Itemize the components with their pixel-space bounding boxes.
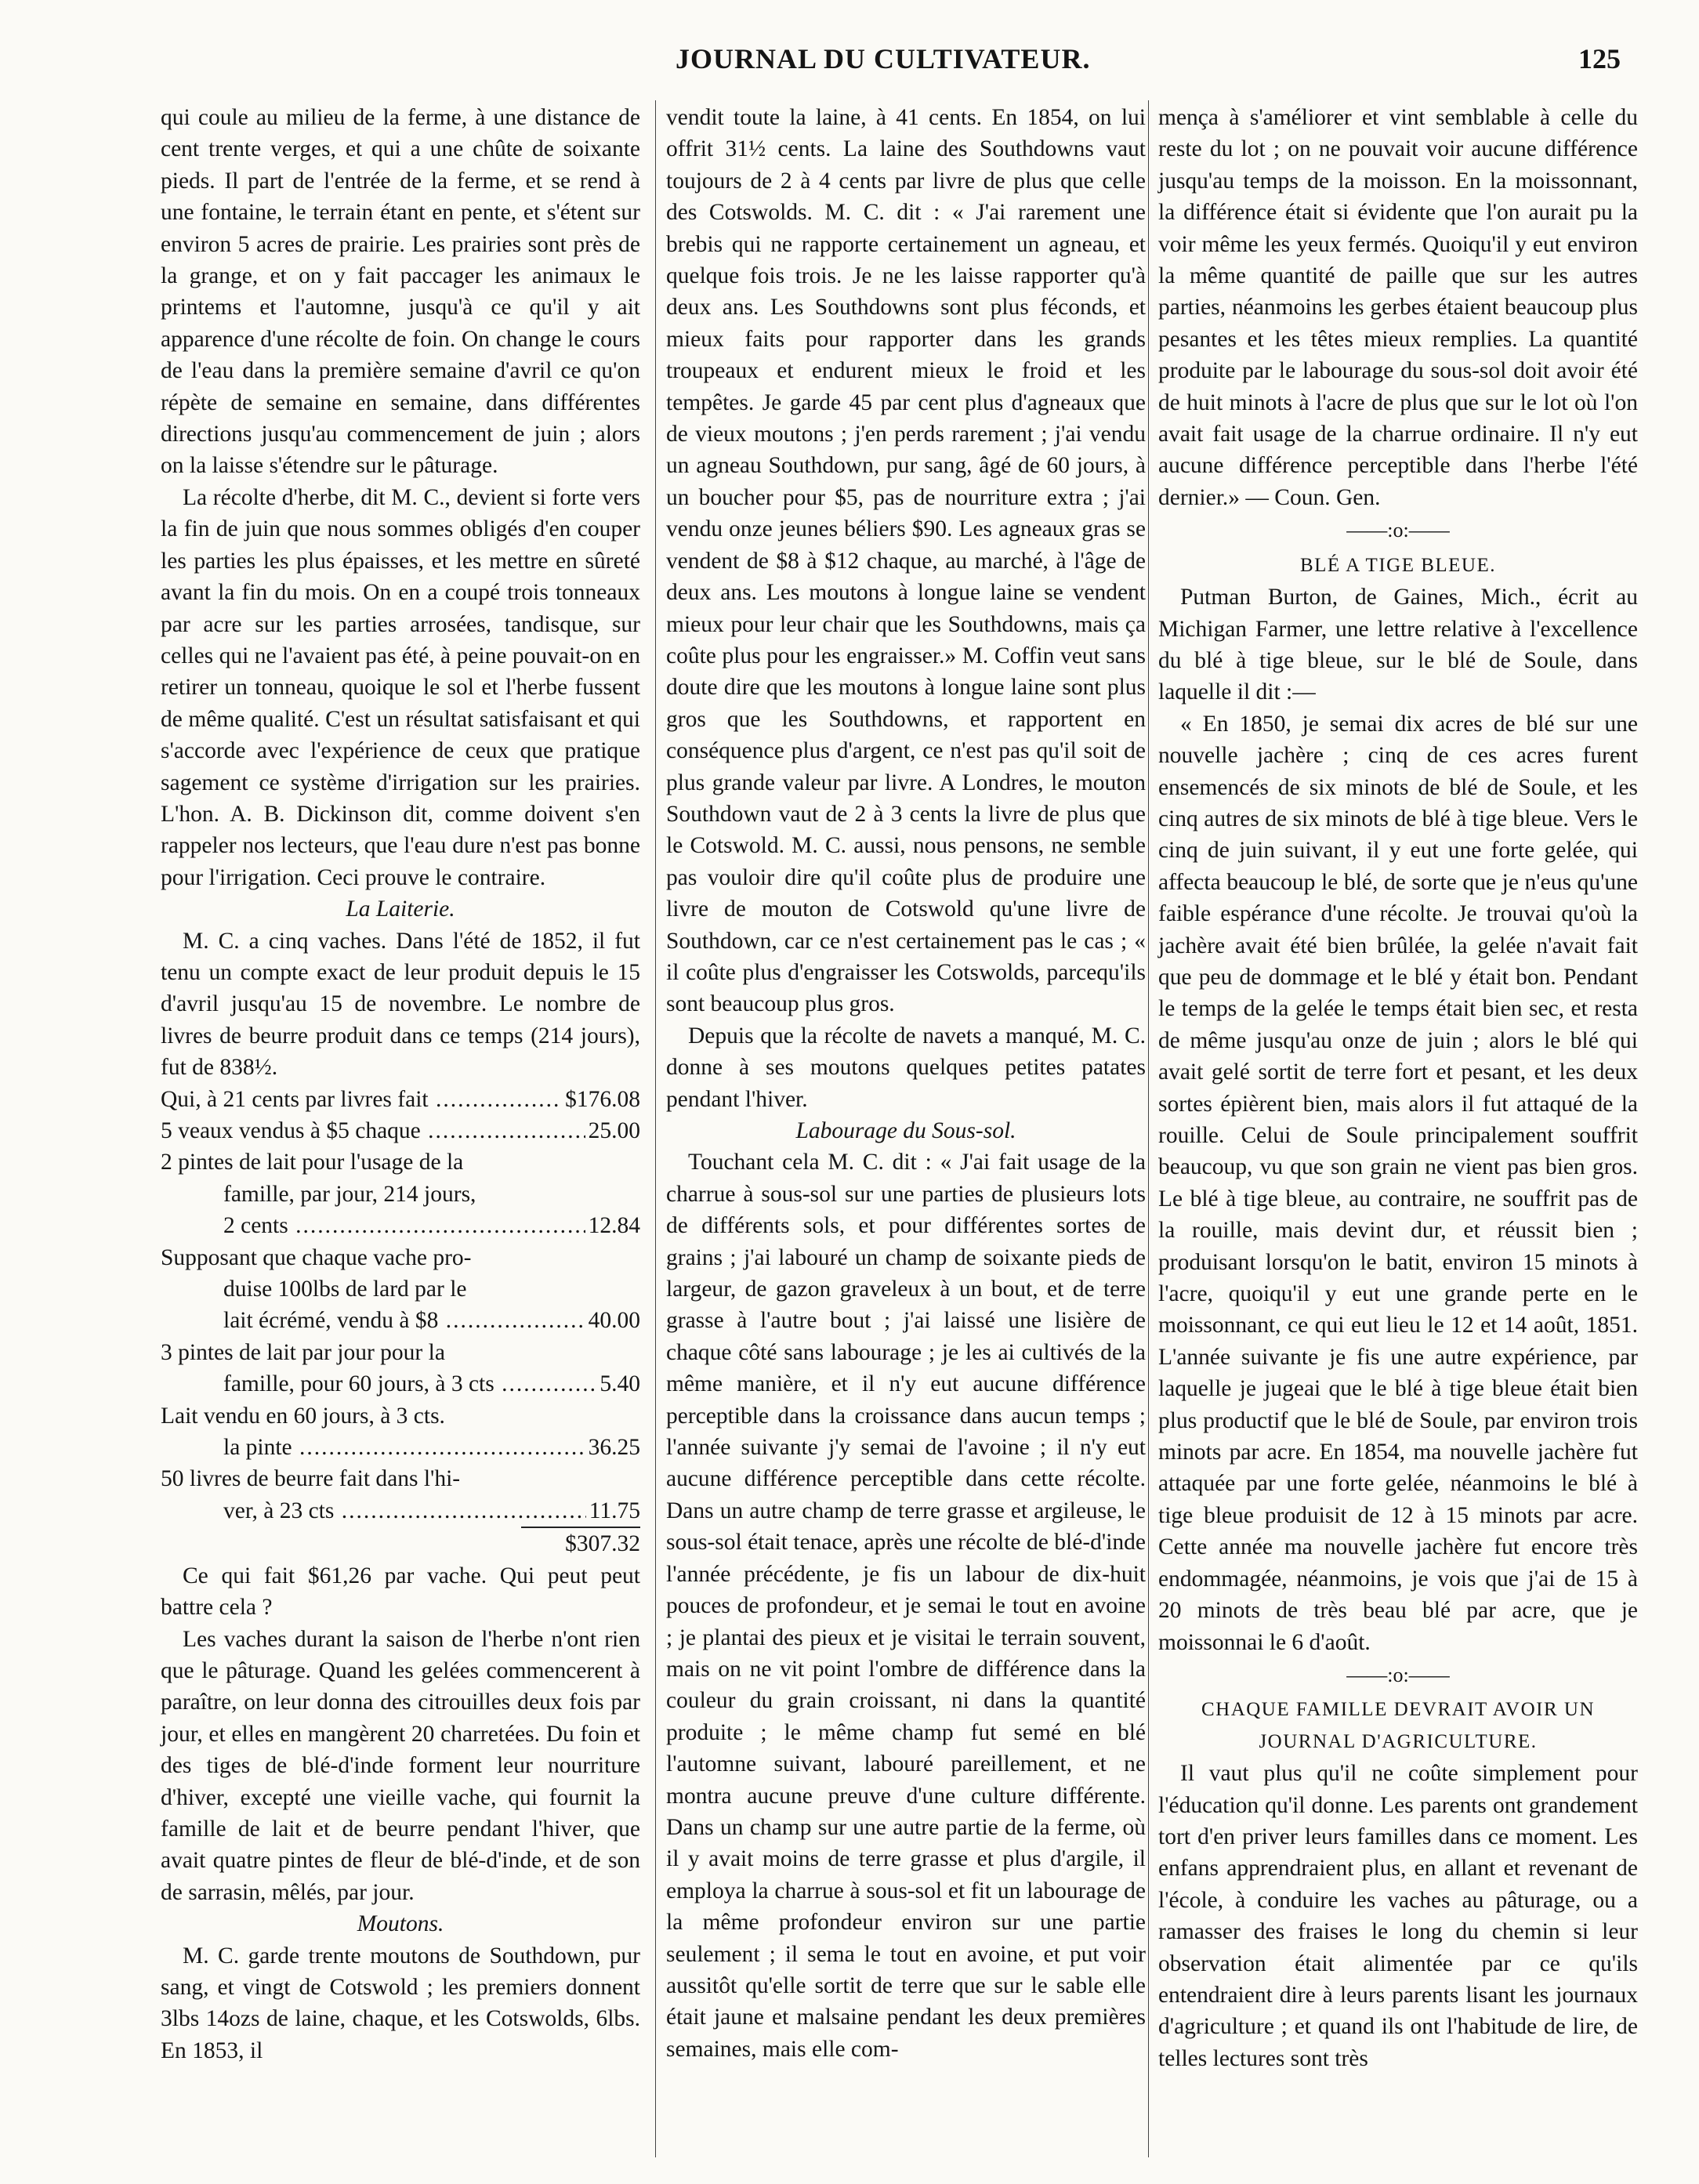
labourage-heading: Labourage du Sous-sol. <box>795 1118 1016 1143</box>
irrigation-paragraph: qui coule au milieu de la ferme, à une distance de cent trente verges, et qui a une chûte de soixante pieds. Il part de l'entrée de la ferme, et se rend à une fontaine, le terrain étant en pente, et s'étent sur environ 5 acres de prairie. Les prairies sont près de la grange, et on y fait paccager les animaux le printems et l'automne, jusqu'à ce qu'il y ait apparence d'une récolte de foin. On change le cours de l'eau dans la première semaine d'avril ce qu'on répète de semaine en semaine, dans différentes directions jusqu'au commencement de juin ; alors on la laisse s'étendre sur le pâturage. <box>161 105 640 479</box>
ledger-item-cont: famille, par jour, 214 jours, <box>223 1181 476 1207</box>
famille-heading: CHAQUE FAMILLE DEVRAIT AVOIR UN JOURNAL D'AGRICULTURE. <box>1201 1699 1596 1752</box>
ledger-item: 2 cents ..... <box>223 1210 585 1241</box>
ledger-amount: 25.00 <box>588 1118 640 1143</box>
burton-intro-paragraph: Putman Burton, de Gaines, Mich., écrit au Michigan Farmer, une lettre relative à l'excellence du blé à tige bleue, sur le blé de Soule, dans laquelle il dit :— <box>1158 585 1638 705</box>
moutons-paragraph: M. C. garde trente moutons de Southdown, pur sang, et vingt de Cotswold ; les premiers donnent 3lbs 14ozs de laine, chaque, et les Cotswolds, 6lbs. En 1853, il <box>161 1943 640 2063</box>
ledger-item: Qui, à 21 cents par livres fait ..... <box>161 1084 562 1115</box>
ledger-item-cont: duise 100lbs de lard par le <box>223 1277 467 1302</box>
ledger-amount: 40.00 <box>588 1308 640 1334</box>
ledger-total: $307.32 <box>521 1527 640 1559</box>
ledger-item: lait écrémé, vendu à $8 ..... <box>223 1305 585 1336</box>
ledger-item-lead: 50 livres de beurre fait dans l'hi- <box>161 1466 461 1492</box>
laiterie-paragraph: M. C. a cinq vaches. Dans l'été de 1852, il fut tenu un compte exact de leur produit depuis le 15 d'avril jusqu'au 15 de novembre. Le nombre de livres de beurre produit dans ce temps (214 jours), fut de 838½. <box>161 928 640 1081</box>
ledger-item: ver, à 23 cts ..... <box>223 1495 586 1527</box>
ledger-row <box>161 1305 640 1336</box>
moutons-heading: Moutons. <box>357 1911 444 1937</box>
laiterie-heading: La Laiterie. <box>346 896 455 922</box>
ledger-item-lead: Supposant que chaque vache pro- <box>161 1244 472 1270</box>
section-separator: ——:o:—— <box>1346 1663 1450 1686</box>
ledger-amount: 11.75 <box>589 1498 640 1523</box>
ledger-amount: 12.84 <box>588 1213 640 1239</box>
ledger-item: la pinte ..... <box>223 1432 585 1463</box>
ble-heading: BLÉ A TIGE BLEUE. <box>1299 554 1497 576</box>
ledger-amount: 5.40 <box>600 1371 640 1397</box>
ledger-item: 5 veaux vendus à $5 chaque ..... <box>161 1115 585 1146</box>
labourage-paragraph: Touchant cela M. C. dit : « J'ai fait usage de la charrue à sous-sol sur une parties de plusieurs lots de différents sols, et pour différentes sortes de grains ; j'ai labouré un champ de soixante pieds de largeur, de gazon graveleux à un bout, et de terre grasse à l'autre bout ; j'ai laissé une lisière de chaque côté sans labourage ; je les ai cultivés de la même manière, et il n'y eut aucune différence perceptible dans la croissance dans aucun temps ; l'année suivante j'y semai de l'avoine ; il n'y eut aucune différence perceptible dans cette récolte. Dans un autre champ de terre grasse et argileuse, le sous-sol était tenace, après une récolte de blé-d'inde l'année précédente, je fis un labour de dix-huit pouces de profondeur, et je semai le tout en avoine ; je plantai des pieux et je visitai le terrain souvent, mais on ne vit point l'ombre de différence dans la couleur du grain croissant, ni dans la quantité produite ; le même champ fut semé en blé l'automne suivant, labouré pareillement, et ne montra aucune preuve d'une culture différente. Dans un champ sur une autre partie de la ferme, où il y avait moins de terre grasse et plus d'argile, il employa la charrue à sous-sol et fit un labourage de la même profondeur environ sur une partie seulement ; il sema le tout en avoine, et put voir aussitôt qu'elle sortit de terre que sur le sable elle était jaune et malsaine pendant les deux premières semaines, mais elle com- <box>666 1150 1146 2062</box>
ledger-item: famille, pour 60 jours, à 3 cts ..... <box>223 1368 596 1400</box>
page-header <box>0 38 1699 85</box>
burton-letter-paragraph: « En 1850, je semai dix acres de blé sur une nouvelle jachère ; cinq de ces acres furent ensemencés de six minots de blé de Soule, et les cinq autres de six minots de blé à tige bleue. Vers le cinq de juin suivant, il y eut une forte gelée, qui affecta beaucoup le blé, de sorte que je n'eus qu'une faible espérance d'une récolte. Je trouvai qu'où la jachère avait été bien brûlée, la gelée n'avait fait que peu de dommage et le blé y était bon. Pendant le temps de la gelée le temps était bien sec, et resta de même jusqu'au onze de juin ; alors le blé qui avait gelé sortit de terre fort et pesant, et les deux sortes épièrent bien, mais alors il fut attaqué de la rouille. Celui de Soule principalement souffrit beaucoup, vu que son grain ne vient pas bien gros. Le blé à tige bleue, au contraire, ne souffrit pas de la rouille, mais devint dur, et réussit bien ; produisant lorsqu'on le batit, environ 15 minots à l'acre, quoiqu'il y eut une grande perte en le moissonnant, ce qui eut lieu le 12 et 14 août, 1851. L'année suivante je fis une autre expérience, par laquelle je jugeai que le blé à tige bleue était bien plus productif que le blé de Soule, par environ trois minots par acre. En 1854, ma nouvelle jachère fut attaquée par une forte gelée, néanmoins le blé à tige bleue produisit de 12 à 15 minots par acre. Cette année ma nouvelle jachère fut encore très endommagée, néanmoins, je vois que j'ai de 15 à 20 minots de très beau blé par acre, que je moissonnai le 6 d'août. <box>1158 711 1638 1655</box>
ledger-row <box>161 1432 640 1463</box>
ledger-row <box>161 1495 640 1527</box>
navets-paragraph: Depuis que la récolte de navets a manqué, M. C. donne à ses moutons quelques petites patates pendant l'hiver. <box>666 1023 1146 1112</box>
ledger-item-lead: 3 pintes de lait par jour pour la <box>161 1339 445 1365</box>
column-1 <box>161 102 640 2066</box>
ledger-item-lead: Lait vendu en 60 jours, à 3 cts. <box>161 1403 445 1429</box>
ledger-item-lead: 2 pintes de lait pour l'usage de la <box>161 1150 464 1175</box>
famille-paragraph: Il vaut plus qu'il ne coûte simplement pour l'éducation qu'il donne. Les parents ont grandement tort d'en priver leurs familles dans ce moment. Les enfans apprendraient plus, en allant et revenant de l'école, à conduire les vaches au pâturage, ou a ramasser des fraises le long du chemin si leur observation était alimentée par ce qu'ils entendraient dire à leurs parents lisant les journaux d'agriculture ; et quand ils ont l'habitude de lire, de telles lectures sont très <box>1158 1761 1638 2071</box>
ledger-row <box>161 1115 640 1146</box>
column-divider-1 <box>655 100 656 2157</box>
section-separator: ——:o:—— <box>1346 519 1450 542</box>
vaches-hiver-paragraph: Les vaches durant la saison de l'herbe n'ont rien que le pâturage. Quand les gelées commencerent à paraître, on leur donna des citrouilles deux fois par jour, et elles en mangèrent 20 charretées. Du foin et des tiges de blé-d'inde forment leur nourriture d'hiver, excepté une vieille vache, qui fournit la famille de lait et de beurre pendant l'hiver, que avait quatre pintes de fleur de blé-d'inde, et de son de sarrasin, mêlés, par jour. <box>161 1626 640 1905</box>
column-divider-2 <box>1148 100 1149 2157</box>
ledger-row <box>161 1210 640 1241</box>
column-3 <box>1158 102 1638 2074</box>
ledger-amount: 36.25 <box>588 1435 640 1461</box>
moisson-paragraph: mença à s'améliorer et vint semblable à celle du reste du lot ; on ne pouvait voir aucune différence jusqu'au temps de la moisson. En la moissonnant, la différence était si évidente que l'on aurait pu la voir même les yeux fermés. Quoiqu'il y eut environ la même quantité de paille que sur les autres parties, néanmoins les gerbes étaient beaucoup plus pesantes et les têtes mieux remplies. La quantité produite par le labourage du sous-sol doit avoir été de huit minots à l'acre de plus que sur le lot où l'on avait fait usage de la charrue ordinaire. Il n'y eut aucune différence perceptible dans l'herbe l'été dernier.» — Coun. Gen. <box>1158 105 1638 510</box>
journal-title: JOURNAL DU CULTIVATEUR. <box>676 43 1091 74</box>
ledger-row <box>161 1368 640 1400</box>
par-vache-paragraph: Ce qui fait $61,26 par vache. Qui peut peut battre cela ? <box>161 1563 640 1621</box>
page-number: 125 <box>1578 43 1621 74</box>
ledger-row <box>161 1084 640 1115</box>
herbe-paragraph: La récolte d'herbe, dit M. C., devient si forte vers la fin de juin que nous sommes obligés d'en couper les parties les plus épaisses, et les mettre en sûreté avant la fin du mois. On en a coupé trois tonneaux par acre sur les parties arrosées, tandisque, sur celles qui ne l'avaient pas été, à peine pouvait-on en retirer un tonneau, quoique le sol et l'herbe fussent de même qualité. C'est un résultat satisfaisant et qui s'accorde avec l'expérience de ceux que pratique sagement ce système d'irrigation sur les prairies. L'hon. A. B. Dickinson dit, comme doivent s'en rappeler nos lecteurs, que l'eau dure n'est pas bonne pour l'irrigation. Ceci prouve le contraire. <box>161 484 640 890</box>
ledger-amount: $176.08 <box>565 1086 640 1112</box>
column-2 <box>666 102 1146 2065</box>
dairy-ledger <box>161 1084 640 1560</box>
laine-paragraph: vendit toute la laine, à 41 cents. En 1854, on lui offrit 31½ cents. La laine des Southdowns vaut toujours de 2 à 4 cents par livre de plus que celle des Cotswolds. M. C. dit : « J'ai rarement une brebis qui ne rapporte certainement un agneau, et quelque fois trois. Je ne les laisse rapporter qu'à deux ans. Les Southdowns sont plus féconds, et mieux faits pour rapporter dans les grands troupeaux et endurent mieux le froid et les tempêtes. Je garde 45 par cent plus d'agneaux que de vieux moutons ; j'en perds rarement ; j'ai vendu un agneau Southdown, pur sang, âgé de 60 jours, à un boucher pour $5, pas de nourriture extra ; j'ai vendu onze jeunes béliers $90. Les agneaux gras se vendent de $8 à $12 chaque, au marché, à l'âge de deux ans. Les moutons à longue laine se vendent mieux pour leur chair que les Southdowns, mais ça coûte plus pour les engraisser.» M. Coffin veut sans doute dire que les moutons à longue laine sont plus gros que les Southdowns, et rapportent en conséquence plus d'argent, ce n'est pas qu'il soit de plus grande valeur par livre. A Londres, le mouton Southdown vaut de 2 à 3 cents la livre de plus que le Cotswold. M. C. aussi, nous pensons, ne semble pas vouloir dire qu'il coûte plus de produire une livre de mouton de Cotswold qu'une livre de Southdown, car ce n'est certainement pas le cas ; « il coûte plus d'engraisser les Cotswolds, parcequ'ils sont beaucoup plus gros. <box>666 105 1146 1017</box>
